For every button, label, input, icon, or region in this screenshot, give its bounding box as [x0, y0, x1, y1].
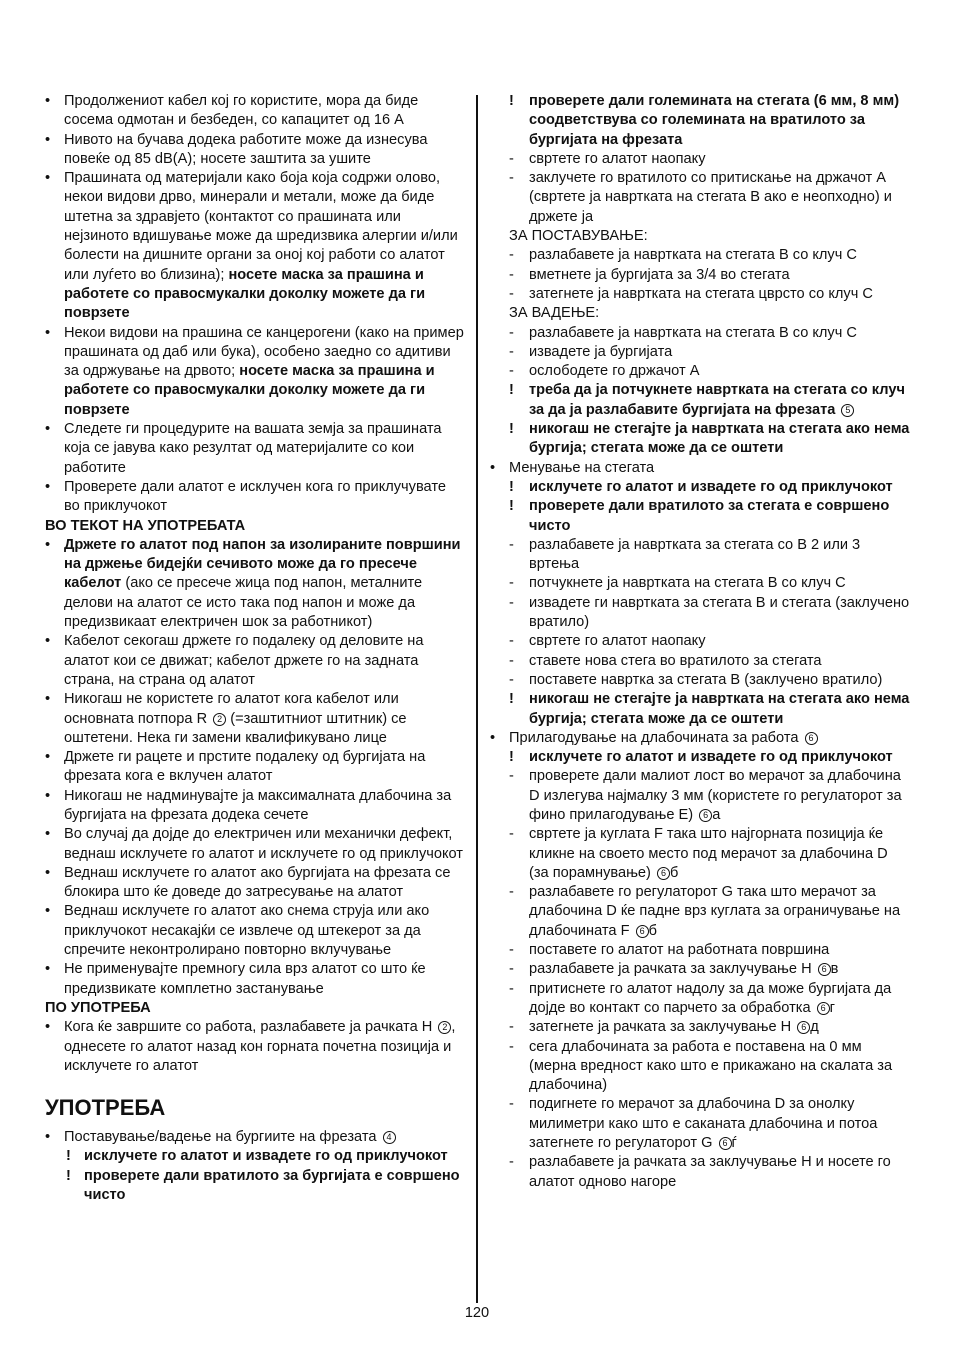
item-text: никогаш не стегајте ја навртката на стегата ако нема бургија; стегата може да се оштети	[529, 691, 910, 727]
warning-item	[509, 92, 911, 150]
list-marker: -	[509, 1096, 514, 1113]
item-text: свртете го алатот наопаку	[529, 633, 706, 650]
item-text: никогаш не стегајте ја навртката на стегата ако нема бургија; стегата може да се оштети	[529, 421, 910, 457]
item-text: Во случај да дојде до електричен или механички дефект, веднаш исклучете го алатот и исклучете го од приклучокот	[64, 826, 463, 862]
list-marker: -	[509, 652, 514, 669]
list-marker: !	[66, 1167, 71, 1184]
list-marker: !	[509, 93, 514, 109]
item-text-suffix: д	[810, 1019, 819, 1036]
bullet-item	[45, 536, 465, 632]
list-marker: •	[45, 324, 51, 341]
item-text: Нивото на бучава додека работите може да изнесува повеќе од 85 dB(A); носете заштита за ушите	[64, 131, 428, 167]
list-marker: -	[509, 575, 514, 592]
item-text: Веднаш исклучете го алатот ако снема струја или ако приклучокот несакајќи се извлече од штекерот за да спречите неконтролирано повторно вклучување	[64, 903, 430, 959]
list-marker: -	[509, 324, 514, 341]
bullet-item	[45, 420, 465, 478]
figure-reference-circle: 6	[699, 809, 712, 822]
item-text: извадете ја бургијата	[529, 343, 673, 360]
right-column	[490, 92, 911, 1192]
item-text: затегнете ја рачката за заклучување H	[529, 1019, 796, 1036]
dash-item	[509, 594, 911, 633]
item-text: треба да ја потчукнете навртката на стегата со клуч за да ја разлабавите бургијата на фрезата	[529, 382, 905, 418]
list-marker: •	[45, 633, 51, 650]
bullet-item	[45, 825, 465, 864]
item-text: свртете го алатот наопаку	[529, 150, 706, 167]
dash-item	[509, 652, 911, 671]
list-marker: -	[509, 363, 514, 380]
list-marker: •	[490, 459, 496, 476]
bullet-item	[45, 960, 465, 999]
list-marker: -	[509, 285, 514, 302]
list-marker: •	[45, 787, 51, 804]
item-text: проверете дали големината на стегата (6 мм, 8 мм) соодветствува со големината на вратилото за бургијата на фрезата	[529, 93, 900, 148]
bullet-item	[45, 92, 465, 131]
warning-item	[509, 690, 911, 729]
item-text: Поставување/вадење на бургиите на фрезата	[64, 1129, 381, 1146]
warning-item	[509, 420, 911, 459]
bold-text: Држете го алатот под напон за изолираните површини на држење бидејќи сечивото може да го пресече кабелот	[64, 536, 461, 592]
list-marker: •	[45, 864, 51, 881]
list-marker: •	[45, 1129, 51, 1146]
item-text: Следете ги процедурите на вашата земја за прашината која се јавува како резултат од материјалите со кои работите	[64, 421, 442, 476]
bullet-item	[45, 1128, 465, 1147]
page-number: 120	[464, 1305, 490, 1321]
dash-item	[509, 980, 911, 1019]
bullet-item	[45, 1018, 465, 1076]
figure-reference-circle: 5	[841, 404, 854, 417]
list-marker: -	[509, 884, 514, 901]
list-marker: -	[509, 826, 514, 843]
figure-reference-circle: 6	[657, 867, 670, 880]
warning-item	[509, 478, 911, 497]
list-marker: -	[509, 170, 514, 187]
list-marker: -	[509, 633, 514, 650]
bullet-item	[45, 131, 465, 170]
list-marker: -	[509, 1154, 514, 1171]
item-text: исклучете го алатот и извадете го од приклучокот	[84, 1148, 448, 1165]
item-text: УПОТРЕБА	[45, 1095, 166, 1121]
list-marker: !	[509, 691, 514, 708]
item-text: Проверете дали алатот е исклучен кога го приклучувате во приклучокот	[64, 478, 446, 515]
bullet-item	[45, 324, 465, 420]
item-text: ПО УПОТРЕБА	[45, 999, 151, 1016]
dash-item	[509, 285, 911, 304]
item-text: ВО ТЕКОТ НА УПОТРЕБАТА	[45, 517, 246, 534]
list-marker: -	[509, 942, 514, 959]
figure-reference-circle: 2	[438, 1021, 451, 1034]
warning-item	[45, 1167, 465, 1206]
item-text: Прилагодување на длабочината за работа	[509, 729, 803, 746]
item-text: ЗА ВАДЕЊЕ:	[509, 305, 600, 322]
dash-item	[509, 362, 911, 381]
list-marker: •	[45, 903, 51, 920]
item-text: разлабавете ја навртката за стегата со B 2 или 3 вртења	[529, 536, 861, 573]
item-text: исклучете го алатот и извадете го од приклучокот	[529, 749, 893, 766]
item-text: проверете дали малиот лост во мерачот за длабочина D излегува најмалку 3 мм (користете го регулаторот за фино прилагодување E)	[529, 768, 902, 823]
bullet-item	[45, 864, 465, 903]
list-marker: •	[45, 131, 51, 148]
list-marker: •	[45, 826, 51, 843]
list-marker: •	[45, 536, 51, 553]
list-marker: -	[509, 536, 514, 553]
item-text: разлабавете ја рачката за заклучување H	[529, 961, 816, 978]
item-text: разлабавете ја навртката на стегата B со клуч C	[529, 247, 857, 264]
list-marker: -	[509, 961, 514, 978]
item-text-suffix: б	[669, 864, 679, 881]
item-text-suffix: г	[829, 999, 835, 1016]
list-marker: -	[509, 980, 514, 997]
item-text: Никогаш не користете го алатот кога кабелот или основната потпора R	[64, 691, 399, 727]
list-marker: !	[509, 478, 514, 495]
item-text: Кога ќе завршите со работа, разлабавете ја рачката H	[64, 1019, 437, 1036]
warning-item	[509, 381, 911, 420]
dash-item	[509, 1153, 911, 1192]
figure-reference-circle: 6	[719, 1137, 732, 1150]
list-marker: -	[509, 1038, 514, 1055]
list-marker: -	[509, 768, 514, 785]
dash-item	[509, 767, 911, 825]
list-marker: !	[509, 382, 514, 399]
item-text: Менување на стегата	[509, 459, 655, 476]
dash-item	[509, 574, 911, 593]
item-text: Некои видови на прашина се канцерогени (како на пример прашината од даб или бука), особено заедно со адитиви за одржување на дрвото;	[64, 324, 464, 380]
item-text-suffix: б	[648, 922, 657, 939]
item-text: ослободете го држачот A	[529, 363, 700, 380]
list-marker: !	[509, 749, 514, 766]
dash-item	[509, 169, 911, 227]
item-text-suffix: a	[712, 806, 721, 823]
item-text: сега длабочината за работа е поставена на 0 мм (мерна вредност како што е прикажано на скалата за длабочина)	[529, 1038, 893, 1094]
bold-text: носете маска за прашина и работете со правосмукалки доколку можете да ги поврзете	[64, 363, 435, 418]
figure-reference-circle: 6	[818, 963, 831, 976]
list-marker: •	[490, 729, 496, 746]
item-text: Кабелот секогаш држете го подалеку од деловите на алатот кои се движат; кабелот држете го на задната страна, на страна од алатот	[64, 633, 424, 688]
item-text: Држете ги рацете и прстите подалеку од бургијата на фрезата кога е вклучен алатот	[64, 749, 426, 785]
bold-text: носете маска за прашина и работете со правосмукалки доколку можете да ги поврзете	[64, 266, 426, 322]
warning-item	[509, 497, 911, 536]
item-text-suffix: в	[830, 961, 839, 978]
bullet-item	[45, 478, 465, 517]
list-marker: •	[45, 691, 51, 708]
item-text: разлабавете го регулаторот G така што мерачот за длабочина D ќе падне врз куглата за ограничување на длабочината F	[529, 884, 901, 939]
dash-item	[509, 1018, 911, 1037]
column-divider	[476, 95, 478, 1303]
list-marker: -	[509, 266, 514, 283]
item-text: Прашината од материјали како боја која содржи олово, некои видови дрво, минерали и метали, може да биде штетна за здравјето (контактот со прашината или нејзиното вдишување може да шредизвика алергии и/или болести на дишните органи за оној кој работи со алатот или луѓето во близина);	[64, 170, 458, 283]
list-marker: •	[45, 421, 51, 438]
item-text: Веднаш исклучете го алатот ако бургијата на фрезата се блокира што ќе доведе до затресување на алатот	[64, 864, 451, 901]
list-marker: -	[509, 150, 514, 167]
item-text: проверете дали вратилото за бургијата е совршено чисто	[84, 1167, 460, 1204]
list-marker: •	[45, 478, 51, 495]
bullet-item	[490, 459, 911, 478]
figure-reference-circle: 6	[636, 925, 649, 938]
item-text-suffix: ѓ	[731, 1135, 737, 1152]
figure-reference-circle: 6	[805, 732, 818, 745]
dash-item	[509, 960, 911, 979]
bullet-item	[490, 729, 911, 748]
item-text: вметнете ја бургијата за 3/4 во стегата	[529, 266, 790, 283]
item-text: подигнете го мерачот за длабочина D за онолку милиметри како што е саканата длабочина и потоа затегнете го регулаторот G	[529, 1096, 878, 1152]
sub-label	[509, 227, 911, 246]
item-text: разлабавете ја рачката за заклучување H и носете го алатот одново нагоре	[529, 1154, 891, 1190]
dash-item	[509, 536, 911, 575]
list-marker: !	[509, 421, 514, 438]
section-heading	[45, 999, 465, 1018]
dash-item	[509, 150, 911, 169]
figure-reference-circle: 6	[817, 1002, 830, 1015]
item-text: потчукнете ја навртката на стегата B со клуч C	[529, 575, 846, 592]
item-text: поставете го алатот на работната површина	[529, 942, 830, 959]
bullet-item	[45, 787, 465, 826]
bullet-item	[45, 902, 465, 960]
item-text: затегнете ја навртката на стегата цврсто со клуч C	[529, 285, 873, 302]
item-text: Продолжениот кабел кој го користите, мора да биде сосема одмотан и безбеден, со капацитет од 16 A	[64, 93, 419, 129]
dash-item	[509, 632, 911, 651]
dash-item	[509, 883, 911, 941]
list-marker: !	[66, 1148, 71, 1165]
dash-item	[509, 941, 911, 960]
dash-item	[509, 343, 911, 362]
item-text: разлабавете ја навртката на стегата B со клуч C	[529, 324, 857, 341]
item-text: ставете нова стега во вратилото за стегата	[529, 652, 822, 669]
sub-label	[509, 304, 911, 323]
item-text: Никогаш не надминувајте ја максималната длабочина за бургијата на фрезата додека сечете	[64, 787, 452, 823]
list-marker: •	[45, 749, 51, 766]
bullet-item	[45, 169, 465, 323]
item-text: свртете ја куглата F така што најгорната позиција ќе кликне на своето место под мерачот за длабочина D (за порамнување)	[529, 826, 888, 881]
figure-reference-circle: 6	[797, 1021, 810, 1034]
bullet-item	[45, 690, 465, 748]
item-text-suffix: (=заштитниот штитник) се оштетени. Нека ги замени квалификувано лице	[64, 710, 407, 746]
item-text: ЗА ПОСТАВУВАЊЕ:	[509, 228, 648, 245]
main-heading	[45, 1094, 465, 1122]
item-text: Не применувајте премногу сила врз алатот со што ќе предизвикате комплетно застанување	[64, 961, 426, 997]
item-text: проверете дали вратилото за стегата е совршено чисто	[529, 498, 890, 534]
dash-item	[509, 671, 911, 690]
dash-item	[509, 825, 911, 883]
figure-reference-circle: 2	[213, 713, 226, 726]
list-marker: •	[45, 170, 51, 187]
section-heading	[45, 517, 465, 536]
item-text: (ако се пресече жица под напон, металните делови на алатот се исто така под напон и може да предизвикаат електричен шок за работникот)	[64, 575, 423, 631]
dash-item	[509, 324, 911, 343]
item-text: исклучете го алатот и извадете го од приклучокот	[529, 478, 893, 495]
warning-item	[509, 748, 911, 767]
bullet-item	[45, 748, 465, 787]
dash-item	[509, 1095, 911, 1153]
list-marker: •	[45, 93, 51, 109]
item-text: извадете ги навртката за стегата B и стегата (заклучено вратило)	[529, 594, 910, 631]
item-text: притиснете го алатот надолу за да може бургијата да дојде во контакт со парчето за обработка	[529, 980, 892, 1016]
item-text-suffix: , однесете го алатот назад кон горната почетна позиција и исклучете го алатот	[64, 1019, 456, 1074]
left-column	[45, 92, 465, 1205]
item-text: заклучете го вратилото со притискање на држачот A (свртете ја навртката на стегата B ако е неопходно) и држете ја	[529, 170, 892, 225]
list-marker: -	[509, 247, 514, 264]
list-marker: !	[509, 498, 514, 515]
list-marker: •	[45, 1019, 51, 1036]
dash-item	[509, 266, 911, 285]
list-marker: •	[45, 961, 51, 978]
list-marker: -	[509, 594, 514, 611]
dash-item	[509, 246, 911, 265]
dash-item	[509, 1038, 911, 1096]
list-marker: -	[509, 1019, 514, 1036]
list-marker: -	[509, 343, 514, 360]
bullet-item	[45, 632, 465, 690]
warning-item	[45, 1147, 465, 1166]
list-marker: -	[509, 671, 514, 688]
item-text: поставете навртка за стегата B (заклучено вратило)	[529, 671, 883, 688]
figure-reference-circle: 4	[383, 1131, 396, 1144]
